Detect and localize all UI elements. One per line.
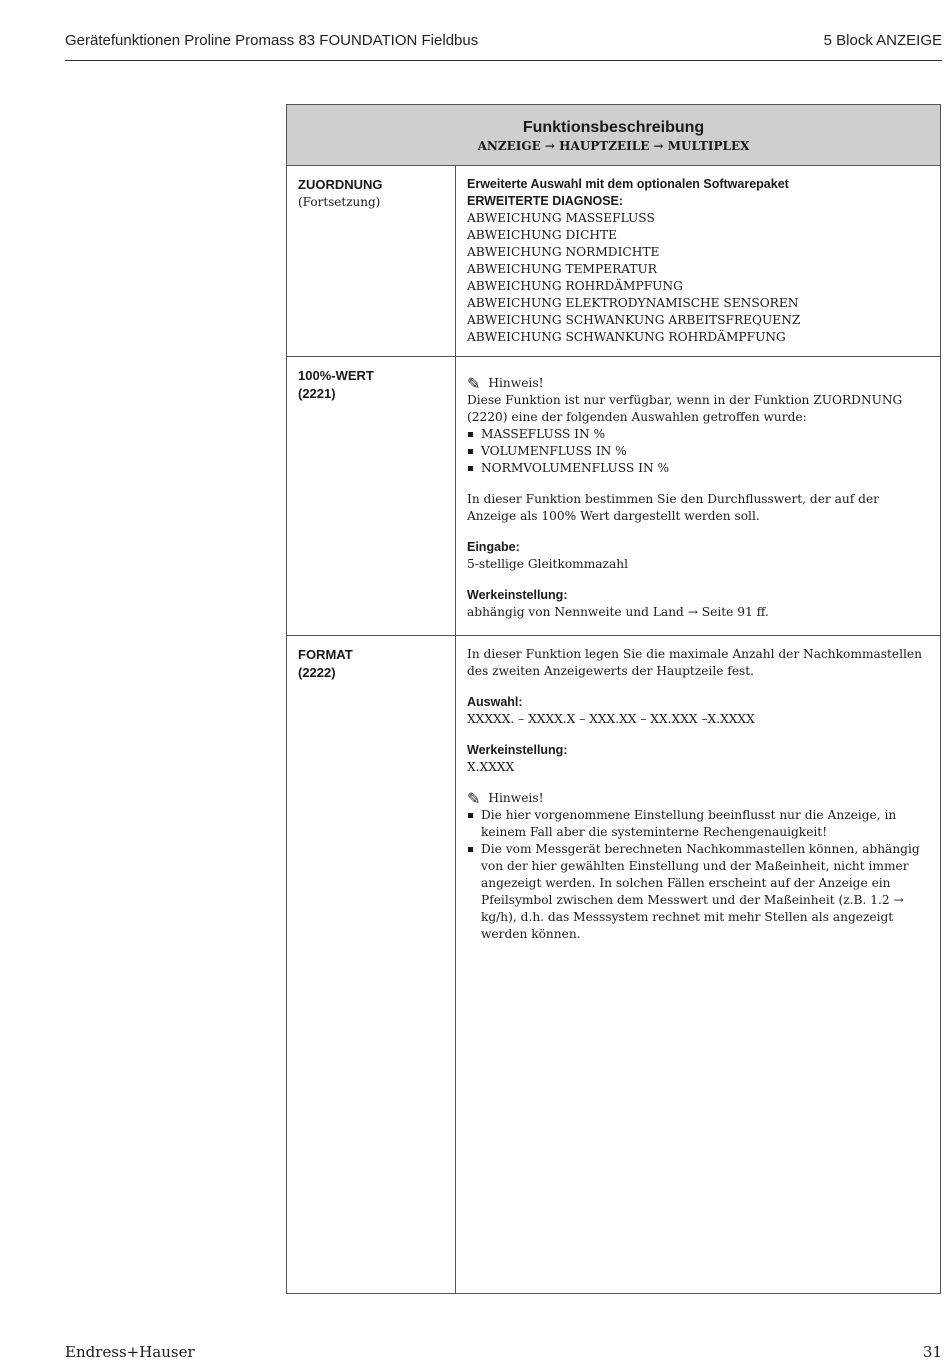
default-label: Werkeinstellung:	[467, 743, 568, 757]
table-row-zuordnung	[287, 166, 941, 357]
function-description: In dieser Funktion legen Sie die maximale Anzahl der Nachkommastellen des zweiten Anzeigewerts der Hauptzeile fest.	[467, 647, 922, 678]
input-value: 5-stellige Gleitkommazahl	[467, 557, 628, 571]
default-value: X.XXXX	[467, 760, 515, 774]
function-name-cell	[287, 636, 456, 1294]
table-header	[287, 105, 941, 166]
function-name: ZUORDNUNG	[298, 177, 383, 192]
pencil-note-icon: ✎	[467, 789, 481, 808]
option-heading: Erweiterte Auswahl mit dem optionalen Softwarepaket	[467, 177, 789, 191]
list-item: Die hier vorgenommene Einstellung beeinflusst nur die Anzeige, in keinem Fall aber die systeminterne Rechengenauigkeit!	[467, 807, 929, 841]
option-heading-package: ERWEITERTE DIAGNOSE:	[467, 194, 624, 208]
option-item: ABWEICHUNG MASSEFLUSS	[467, 211, 655, 225]
option-item: ABWEICHUNG ROHRDÄMPFUNG	[467, 279, 683, 293]
footer-brand: Endress+Hauser	[65, 1343, 195, 1361]
bullet-list	[467, 426, 929, 477]
note-heading	[467, 375, 929, 392]
function-number: (2221)	[298, 386, 336, 401]
option-item: ABWEICHUNG SCHWANKUNG ROHRDÄMPFUNG	[467, 330, 786, 344]
function-name-cell	[287, 166, 456, 357]
list-item: Die vom Messgerät berechneten Nachkommastellen können, abhängig von der hier gewählten Einstellung und der Maßeinheit, nicht immer angezeigt werden. In solchen Fällen erscheint auf der Anzeige ein Pfeilsymbol zwischen dem Messwert und der Maßeinheit (z.B. 1.2 → kg/h), d.h. das Messsystem rechnet mit mehr Stellen als angezeigt werden können.	[467, 841, 929, 943]
note-text: Diese Funktion ist nur verfügbar, wenn in der Funktion ZUORDNUNG (2220) eine der folgenden Auswahlen getroffen wurde:	[467, 393, 903, 424]
function-desc-cell	[456, 357, 941, 636]
running-header-title: Gerätefunktionen Proline Promass 83 FOUNDATION Fieldbus	[65, 32, 479, 49]
function-desc-cell	[456, 636, 941, 1294]
note-heading	[467, 790, 929, 807]
option-item: ABWEICHUNG NORMDICHTE	[467, 245, 660, 259]
option-item: ABWEICHUNG DICHTE	[467, 228, 618, 242]
function-name: 100%-WERT	[298, 368, 374, 383]
function-number: (2222)	[298, 665, 336, 680]
select-value: XXXXX. – XXXX.X – XXX.XX – XX.XXX –X.XXXX	[467, 712, 755, 726]
option-item: ABWEICHUNG TEMPERATUR	[467, 262, 657, 276]
menu-path: ANZEIGE → HAUPTZEILE → MULTIPLEX	[477, 139, 750, 153]
option-item: ABWEICHUNG SCHWANKUNG ARBEITSFREQUENZ	[467, 313, 801, 327]
page-number: 31	[922, 1343, 942, 1361]
pencil-note-icon: ✎	[467, 374, 481, 393]
function-description-table	[286, 104, 941, 1294]
table-title: Funktionsbeschreibung	[522, 119, 705, 136]
bullet-list	[467, 807, 929, 943]
function-desc-cell	[456, 166, 941, 357]
list-item: VOLUMENFLUSS IN %	[467, 443, 929, 460]
default-value: abhängig von Nennweite und Land → Seite 91 ff.	[467, 605, 769, 619]
running-header-section: 5 Block ANZEIGE	[823, 32, 942, 49]
table-row-100-wert	[287, 357, 941, 636]
select-label: Auswahl:	[467, 695, 523, 709]
function-continued: (Fortsetzung)	[298, 195, 381, 209]
list-item: MASSEFLUSS IN %	[467, 426, 929, 443]
list-item: NORMVOLUMENFLUSS IN %	[467, 460, 929, 477]
table-row-format	[287, 636, 941, 1294]
option-item: ABWEICHUNG ELEKTRODYNAMISCHE SENSOREN	[467, 296, 799, 310]
function-name-cell	[287, 357, 456, 636]
input-label: Eingabe:	[467, 540, 520, 554]
note-label: Hinweis!	[488, 376, 544, 390]
function-description: In dieser Funktion bestimmen Sie den Durchflusswert, der auf der Anzeige als 100% Wert dargestellt werden soll.	[467, 492, 879, 523]
function-name: FORMAT	[298, 647, 353, 662]
default-label: Werkeinstellung:	[467, 588, 568, 602]
header-rule	[65, 60, 942, 61]
note-label: Hinweis!	[488, 791, 544, 805]
